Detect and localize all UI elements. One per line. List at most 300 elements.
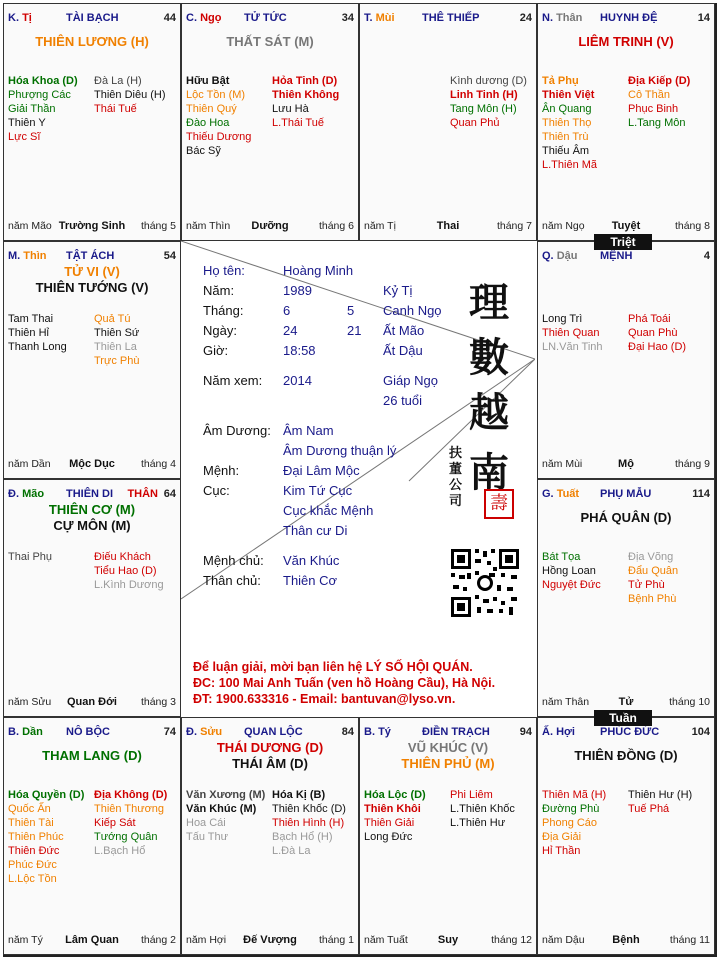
minor-star: Kiếp Sát xyxy=(94,817,136,829)
minor-star: Thanh Long xyxy=(8,341,67,353)
minor-star: Địa Kiếp (D) xyxy=(628,75,691,87)
life-stage: Mộ xyxy=(618,458,634,470)
minor-star: Phúc Đức xyxy=(8,859,57,871)
minor-star: Lưu Hà xyxy=(272,103,309,115)
minor-star: Tướng Quân xyxy=(94,831,158,843)
minor-star: Thiên Y xyxy=(8,117,46,129)
contact-line-1: Để luận giải, mời bạn liên hệ LÝ SỐ HỘI QUÁN. xyxy=(193,660,473,674)
minor-star: Phượng Các xyxy=(8,89,71,101)
palace-header xyxy=(542,250,710,264)
minor-star: Lực Sĩ xyxy=(8,131,41,143)
minor-star: Thiếu Âm xyxy=(542,145,590,157)
branch-prefix: Đ. xyxy=(186,726,197,738)
palace-branch xyxy=(542,726,575,738)
calligraphy-char-2: 數 xyxy=(469,334,509,381)
minor-star: Thiên Khốc (D) xyxy=(272,803,346,815)
minor-star: Thai Phụ xyxy=(8,551,53,563)
branch-prefix: G. xyxy=(542,488,554,500)
branch-name: Tị xyxy=(22,12,32,24)
palace-branch xyxy=(542,488,579,500)
minor-star: Thiên Diêu (H) xyxy=(94,89,166,101)
palace-header xyxy=(364,12,532,26)
than-chu-label: Thân chủ: xyxy=(203,573,261,588)
minor-star: Tam Thai xyxy=(8,313,54,325)
palace-footer xyxy=(8,458,176,472)
minor-stars-right xyxy=(94,74,166,116)
palace-age: 44 xyxy=(163,12,176,24)
minor-star: Tuế Phá xyxy=(628,803,670,815)
seal-char: 壽 xyxy=(490,493,508,514)
minor-star: Thiếu Dương xyxy=(186,131,252,143)
palace-month: tháng 3 xyxy=(140,696,176,708)
minor-stars-right xyxy=(628,550,678,606)
palace-branch xyxy=(542,12,582,24)
life-stage: Trường Sinh xyxy=(58,220,126,232)
branch-name: Dần xyxy=(22,726,43,738)
branch-prefix: T. xyxy=(364,12,373,24)
minor-stars-right xyxy=(94,788,167,858)
cuc-label: Cục: xyxy=(203,483,230,498)
life-stage: Mộc Dục xyxy=(69,458,115,470)
life-stage: Lâm Quan xyxy=(65,934,119,946)
minor-star: Cô Thần xyxy=(628,89,670,101)
hour-can-chi: Ất Dậu xyxy=(383,343,423,358)
month-can-chi: Canh Ngọ xyxy=(383,303,442,318)
palace-month: tháng 2 xyxy=(140,934,176,946)
than-marker: THÂN xyxy=(127,488,158,500)
branch-name: Ngọ xyxy=(200,12,222,24)
than-cu-note: Thân cư Di xyxy=(283,523,348,538)
palace-cell-ty xyxy=(359,717,537,955)
minor-star: Thiên Hình (H) xyxy=(272,817,345,829)
branch-name: Thân xyxy=(556,12,583,24)
minor-star: Phong Cáo xyxy=(542,817,598,829)
minor-stars-left xyxy=(542,788,606,858)
minor-stars-right xyxy=(628,788,692,816)
minor-stars-right xyxy=(628,312,686,354)
view-year-label: Năm xem: xyxy=(203,373,263,388)
branch-name: Hợi xyxy=(556,726,575,738)
palace-cell-hoi xyxy=(537,717,715,955)
minor-star: Thiên Mã (H) xyxy=(542,789,607,801)
minor-star: L.Đà La xyxy=(272,845,311,857)
palace-footer xyxy=(542,458,710,472)
life-stage: Bệnh xyxy=(612,934,640,946)
minor-star: Nguyệt Đức xyxy=(542,579,601,591)
palace-header xyxy=(8,488,176,502)
main-star: CỰ MÔN (M) xyxy=(53,518,131,533)
minor-star: Thiên Quý xyxy=(186,103,237,115)
branch-prefix: Ấ. xyxy=(542,726,553,738)
minor-star: Thiên Quan xyxy=(542,327,600,339)
branch-prefix: M. xyxy=(8,250,21,262)
minor-star: Tấu Thư xyxy=(186,831,229,843)
palace-month: tháng 1 xyxy=(318,934,354,946)
minor-star: Tiểu Hao (D) xyxy=(94,565,157,577)
branch-prefix: B. xyxy=(8,726,19,738)
palace-age: 24 xyxy=(519,12,532,24)
palace-age: 34 xyxy=(341,12,354,24)
minor-stars-left xyxy=(8,312,67,354)
palace-name: TÀI BẠCH xyxy=(66,12,119,24)
palace-header xyxy=(542,488,710,502)
palace-year: năm Thân xyxy=(542,696,590,708)
palace-header xyxy=(8,250,176,264)
minor-star: Thiên Sứ xyxy=(94,327,140,339)
palace-cell-suu xyxy=(181,717,359,955)
menh-label: Mệnh: xyxy=(203,463,240,478)
palace-cell-than xyxy=(537,3,715,241)
palace-branch xyxy=(364,726,391,738)
minor-star: Bạch Hổ (H) xyxy=(272,831,333,843)
palace-footer xyxy=(542,696,710,710)
main-star: THAM LANG (D) xyxy=(42,748,142,763)
minor-star: Bác Sỹ xyxy=(186,145,221,157)
minor-stars-right xyxy=(628,74,690,130)
minor-stars-left xyxy=(8,550,52,564)
palace-cell-ti xyxy=(3,3,181,241)
life-stage: Dưỡng xyxy=(251,220,289,232)
minor-star: Văn Xương (M) xyxy=(186,789,266,801)
main-star: THIÊN PHỦ (M) xyxy=(401,756,495,771)
minor-star: Quả Tú xyxy=(94,313,131,325)
minor-star: L.Lộc Tồn xyxy=(8,873,57,885)
minor-star: Thiên Đức xyxy=(8,845,60,857)
minor-star: Hóa Quyền (D) xyxy=(8,789,85,801)
name-label: Họ tên: xyxy=(203,263,245,278)
minor-star: Thiên Tài xyxy=(8,817,54,829)
palace-name: HUYNH ĐỆ xyxy=(600,12,658,24)
palace-name: QUAN LỘC xyxy=(244,726,303,738)
palace-age: 74 xyxy=(163,726,176,738)
palace-year: năm Tý xyxy=(8,934,43,946)
palace-month: tháng 12 xyxy=(491,934,532,946)
hour-value: 18:58 xyxy=(283,343,316,358)
palace-name: THÊ THIẾP xyxy=(422,12,480,24)
palace-branch xyxy=(8,726,43,738)
minor-star: Văn Khúc (M) xyxy=(186,803,257,815)
life-stage: Tử xyxy=(618,696,634,708)
minor-star: Thiên Không xyxy=(272,89,340,101)
minor-star: Quan Phủ xyxy=(450,117,500,129)
minor-star: Kình dương (D) xyxy=(450,75,527,87)
center-info-panel xyxy=(181,241,535,715)
minor-star: Long Đức xyxy=(364,831,413,843)
palace-footer xyxy=(8,934,176,948)
palace-month: tháng 7 xyxy=(496,220,532,232)
branch-name: Mùi xyxy=(375,12,395,24)
palace-cell-thin xyxy=(3,241,181,479)
palace-header xyxy=(542,726,710,740)
main-star: LIÊM TRINH (V) xyxy=(578,34,674,49)
minor-star: Tử Phù xyxy=(628,579,665,591)
minor-star: L.Thiên Mã xyxy=(542,159,598,171)
palace-month: tháng 10 xyxy=(669,696,710,708)
than-chu-value: Thiên Cơ xyxy=(283,573,338,588)
palace-cell-tuat xyxy=(537,479,715,717)
minor-star: Quan Phù xyxy=(628,327,678,339)
minor-star: Đà La (H) xyxy=(94,75,142,87)
minor-star: Địa Không (D) xyxy=(94,789,168,801)
calligraphy-char-1: 理 xyxy=(469,279,509,326)
palace-year: năm Mão xyxy=(8,220,52,232)
minor-star: L.Thiên Hư xyxy=(450,817,506,829)
contact-line-2: ĐC: 100 Mai Anh Tuấn (ven hồ Hoàng Cầu), Hà Nội. xyxy=(193,676,496,690)
main-star: THÁI ÂM (D) xyxy=(232,756,308,771)
minor-stars-left xyxy=(186,788,265,844)
palace-name: ĐIỀN TRẠCH xyxy=(422,726,490,738)
palace-name: MỆNH xyxy=(600,250,633,262)
year-can-chi: Kỷ Tị xyxy=(383,283,413,298)
palace-name: PHÚC ĐỨC xyxy=(600,726,660,738)
calligraphy-char-4: 南 xyxy=(469,449,509,496)
minor-star: Thiên Việt xyxy=(542,89,595,101)
palace-month: tháng 9 xyxy=(674,458,710,470)
branch-prefix: B. xyxy=(364,726,375,738)
menh-chu-label: Mệnh chủ: xyxy=(203,553,264,568)
palace-year: năm Hợi xyxy=(186,934,227,946)
branch-prefix: K. xyxy=(8,12,19,24)
minor-stars-right xyxy=(450,788,515,830)
palace-name: PHỤ MẪU xyxy=(600,488,652,500)
palace-age: 114 xyxy=(692,488,710,500)
day-value: 24 xyxy=(283,323,298,338)
minor-stars-right xyxy=(272,74,339,130)
minor-star: Hóa Khoa (D) xyxy=(8,75,78,87)
palace-age: 94 xyxy=(519,726,532,738)
lunar-month-value: 5 xyxy=(347,303,355,318)
menh-value: Đại Lâm Mộc xyxy=(283,463,360,478)
minor-star: Thiên Thương xyxy=(94,803,165,815)
minor-star: Giải Thần xyxy=(8,103,56,115)
life-stage: Suy xyxy=(437,934,459,946)
palace-year: năm Thìn xyxy=(186,220,231,232)
palace-footer xyxy=(8,696,176,710)
palace-age: 84 xyxy=(341,726,354,738)
branch-name: Dậu xyxy=(556,250,578,262)
palace-month: tháng 8 xyxy=(674,220,710,232)
minor-star: Thiên La xyxy=(94,341,137,353)
palace-cell-mui xyxy=(359,3,537,241)
calligraphy-char-3: 越 xyxy=(469,389,509,436)
main-star: THIÊN LƯƠNG (H) xyxy=(35,34,149,49)
main-star: THẤT SÁT (M) xyxy=(226,34,314,49)
minor-star: Thiên Trù xyxy=(542,131,589,143)
minor-star: Thiên Thọ xyxy=(542,117,592,129)
minor-stars-left xyxy=(542,312,603,354)
seal-stamp xyxy=(484,489,514,519)
day-can-chi: Ất Mão xyxy=(383,323,425,338)
palace-footer xyxy=(186,220,354,234)
palace-age: 104 xyxy=(691,726,710,738)
main-star: THÁI DƯƠNG (D) xyxy=(216,740,324,755)
palace-footer xyxy=(186,934,354,948)
minor-stars-left xyxy=(8,788,84,886)
minor-star: Thái Tuế xyxy=(94,103,137,115)
minor-star: Lộc Tồn (M) xyxy=(186,89,246,101)
branch-prefix: N. xyxy=(542,12,553,24)
menh-chu-value: Văn Khúc xyxy=(283,553,340,568)
minor-star: Phi Liêm xyxy=(450,789,493,801)
year-value: 1989 xyxy=(283,283,312,298)
palace-header xyxy=(186,726,354,740)
minor-star: Hữu Bật xyxy=(186,75,230,87)
palace-age: 54 xyxy=(163,250,176,262)
life-stage: Thai xyxy=(436,220,460,232)
palace-year: năm Tuất xyxy=(364,934,408,946)
minor-star: Phá Toái xyxy=(628,313,671,325)
palace-branch xyxy=(542,250,577,262)
am-duong-note: Âm Dương thuận lý xyxy=(283,443,397,458)
minor-star: Bệnh Phù xyxy=(628,593,677,605)
minor-stars-left xyxy=(542,74,597,172)
hour-label: Giờ: xyxy=(203,343,229,358)
branch-name: Tý xyxy=(378,726,391,738)
minor-star: Trực Phù xyxy=(94,355,140,367)
palace-year: năm Sửu xyxy=(8,696,52,708)
palace-age: 64 xyxy=(163,488,176,500)
minor-star: Long Trì xyxy=(542,313,583,325)
palace-age: 4 xyxy=(703,250,710,262)
minor-star: L.Kình Dương xyxy=(94,579,164,591)
minor-star: Thiên Giải xyxy=(364,817,415,829)
minor-star: Tang Môn (H) xyxy=(450,103,517,115)
palace-header xyxy=(542,12,710,26)
palace-footer xyxy=(542,934,710,948)
calligraphy-small: 扶董公司 xyxy=(449,446,463,509)
palace-header xyxy=(186,12,354,26)
main-star: TỬ VI (V) xyxy=(64,264,120,279)
minor-star: LN.Văn Tinh xyxy=(542,341,603,353)
lunar-day-value: 21 xyxy=(347,323,362,338)
minor-star: Ân Quang xyxy=(542,103,592,115)
minor-stars-right xyxy=(450,74,527,130)
life-stage: Tuyệt xyxy=(611,220,641,232)
minor-stars-right xyxy=(272,788,346,858)
year-label: Năm: xyxy=(203,283,235,298)
branch-name: Sửu xyxy=(200,726,223,738)
contact-line-3: ĐT: 1900.633316 - Email: bantuvan@lyso.vn. xyxy=(193,692,456,706)
palace-age: 14 xyxy=(697,12,710,24)
main-star: THIÊN TƯỚNG (V) xyxy=(35,280,149,295)
month-value: 6 xyxy=(283,303,291,318)
minor-stars-right xyxy=(94,312,139,368)
palace-header xyxy=(364,726,532,740)
palace-month: tháng 4 xyxy=(140,458,176,470)
minor-stars-left xyxy=(542,550,601,592)
palace-name: TỬ TỨC xyxy=(244,12,287,24)
tuan-marker: Tuần xyxy=(594,710,652,726)
branch-name: Mão xyxy=(22,488,45,500)
branch-name: Tuất xyxy=(556,488,580,500)
palace-year: năm Mùi xyxy=(542,458,583,470)
palace-month: tháng 6 xyxy=(318,220,354,232)
minor-stars-left xyxy=(8,74,78,144)
palace-branch xyxy=(186,12,221,24)
minor-star: Linh Tinh (H) xyxy=(450,89,518,101)
age-value: 26 tuổi xyxy=(383,393,423,408)
minor-star: Phục Binh xyxy=(628,103,679,115)
palace-footer xyxy=(542,220,710,234)
palace-name: TẬT ÁCH xyxy=(66,250,115,262)
main-star: THIÊN CƠ (M) xyxy=(48,502,136,517)
main-star: PHÁ QUÂN (D) xyxy=(580,510,672,525)
branch-prefix: C. xyxy=(186,12,197,24)
branch-prefix: Đ. xyxy=(8,488,19,500)
palace-cell-ngo xyxy=(181,3,359,241)
minor-star: Bát Tọa xyxy=(542,551,581,563)
am-duong-value: Âm Nam xyxy=(283,423,334,438)
palace-branch xyxy=(186,726,222,738)
branch-prefix: Q. xyxy=(542,250,554,262)
minor-star: Hóa Lộc (D) xyxy=(364,789,426,801)
palace-header xyxy=(8,726,176,740)
palace-footer xyxy=(8,220,176,234)
palace-month: tháng 5 xyxy=(140,220,176,232)
palace-footer xyxy=(364,934,532,948)
minor-stars-left xyxy=(364,788,426,844)
minor-stars-right xyxy=(94,550,164,592)
main-star: THIÊN ĐỒNG (D) xyxy=(574,748,678,763)
am-duong-label: Âm Dương: xyxy=(203,423,271,438)
minor-star: Đại Hao (D) xyxy=(628,341,687,353)
minor-star: Hỏa Tinh (D) xyxy=(272,75,338,87)
minor-star: Quốc Ấn xyxy=(8,803,51,815)
minor-star: Thiên Hỉ xyxy=(8,327,49,339)
name-value: Hoàng Minh xyxy=(283,263,354,278)
minor-star: L.Thái Tuế xyxy=(272,117,324,129)
palace-month: tháng 11 xyxy=(669,934,710,946)
palace-year: năm Tị xyxy=(364,220,396,232)
minor-star: Địa Giải xyxy=(542,831,582,843)
minor-star: L.Thiên Khốc xyxy=(450,803,515,815)
life-stage: Đế Vượng xyxy=(243,934,297,946)
palace-branch xyxy=(8,12,32,24)
view-year-value: 2014 xyxy=(283,373,312,388)
palace-branch xyxy=(8,250,47,262)
minor-star: Điếu Khách xyxy=(94,551,151,563)
minor-star: Thiên Khôi xyxy=(364,803,421,815)
palace-footer xyxy=(364,220,532,234)
minor-star: Địa Võng xyxy=(628,551,674,563)
minor-star: Đào Hoa xyxy=(186,117,230,129)
palace-cell-dau xyxy=(537,241,715,479)
minor-stars-left xyxy=(186,74,251,158)
minor-star: Hoa Cái xyxy=(186,817,226,829)
life-stage: Quan Đới xyxy=(67,696,117,708)
qr-code[interactable] xyxy=(449,547,521,619)
month-label: Tháng: xyxy=(203,303,244,318)
palace-year: năm Dần xyxy=(8,458,51,470)
palace-branch xyxy=(8,488,44,500)
palace-name: THIÊN DI xyxy=(66,488,114,500)
palace-year: năm Dậu xyxy=(542,934,585,946)
minor-star: Hỉ Thần xyxy=(542,845,581,857)
palace-year: năm Ngọ xyxy=(542,220,585,232)
minor-star: Hồng Loan xyxy=(542,565,596,577)
day-label: Ngày: xyxy=(203,323,237,338)
triet-marker: Triệt xyxy=(594,234,652,250)
minor-star: L.Tang Môn xyxy=(628,117,686,129)
palace-cell-dan xyxy=(3,717,181,955)
palace-cell-mao xyxy=(3,479,181,717)
minor-star: Hóa Kị (B) xyxy=(272,789,326,801)
view-year-can-chi: Giáp Ngọ xyxy=(383,373,438,388)
branch-name: Thìn xyxy=(23,250,47,262)
main-star: VŨ KHÚC (V) xyxy=(407,740,489,755)
minor-star: Tả Phụ xyxy=(542,75,579,87)
minor-star: Đường Phù xyxy=(542,803,600,815)
